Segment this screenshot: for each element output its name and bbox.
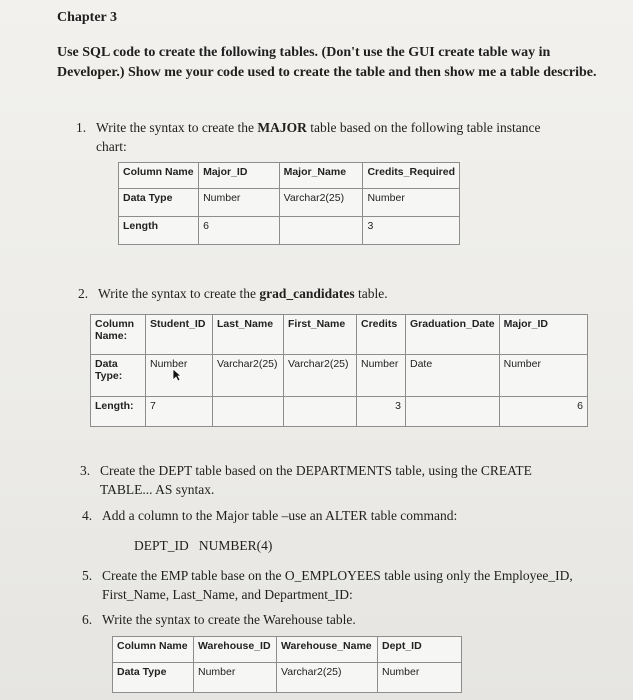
- table-cell: Number: [357, 355, 406, 397]
- table-cell: Warehouse_ID: [194, 637, 277, 663]
- table-cell: [284, 397, 357, 427]
- question-text: Write the syntax to create the: [96, 120, 258, 135]
- question-text: Create the EMP table base on the O_EMPLOYEES table using only the Employee_ID,: [102, 568, 573, 583]
- table-cell: Major_Name: [279, 163, 363, 189]
- question-text: chart:: [96, 139, 127, 154]
- question-text: table.: [354, 286, 388, 301]
- table-cell: Number: [199, 189, 280, 217]
- table-row: [119, 189, 460, 217]
- table-cell: Credits_Required: [363, 163, 460, 189]
- question-number: 5.: [82, 568, 93, 583]
- question-text: Add a column to the Major table –use an ALTER table command:: [102, 508, 458, 523]
- table-cell: Varchar2(25): [284, 355, 357, 397]
- table-row: [91, 397, 588, 427]
- table-row: [119, 163, 460, 189]
- table-cell: First_Name: [284, 315, 357, 355]
- table-cell: Length:: [91, 397, 146, 427]
- table-cell: Column Name: [119, 163, 199, 189]
- table-cell: [406, 397, 500, 427]
- table-cell: Dept_ID: [378, 637, 462, 663]
- question-4: [82, 506, 602, 525]
- question-number: 4.: [82, 508, 93, 523]
- table-cell: Number: [194, 663, 277, 693]
- intro-instructions: Use SQL code to create the following tables. (Don't use the GUI create table way in Developer.) Show me your code used to create the table and then show me a table describe.: [57, 45, 597, 80]
- table-cell: Number: [146, 355, 213, 397]
- question-text: Write the syntax to create the: [98, 286, 260, 301]
- question-number: 3.: [80, 463, 91, 478]
- question-number: 2.: [78, 286, 89, 301]
- question-5: [82, 566, 622, 604]
- table-cell: 6: [199, 217, 280, 245]
- table-cell: Data Type: [119, 189, 199, 217]
- table-cell: 3: [357, 397, 406, 427]
- table-cell: Major_ID: [499, 315, 587, 355]
- question-bold: grad_candidates: [259, 286, 355, 301]
- major-table: [118, 162, 460, 245]
- table-cell: Last_Name: [213, 315, 284, 355]
- table-row: [113, 663, 462, 693]
- table-cell: Varchar2(25): [279, 189, 363, 217]
- question-bold: MAJOR: [257, 120, 307, 135]
- question-number: 1.: [76, 120, 87, 135]
- mouse-cursor-icon: [172, 368, 182, 382]
- question-text: Write the syntax to create the Warehouse table.: [102, 612, 356, 627]
- table-cell: Length: [119, 217, 199, 245]
- table-cell: Number: [363, 189, 460, 217]
- grad-candidates-table: [90, 314, 588, 427]
- table-cell: Major_ID: [199, 163, 280, 189]
- table-row: [113, 637, 462, 663]
- question-text: Create the DEPT table based on the DEPARTMENTS table, using the CREATE: [100, 463, 532, 478]
- chapter-title: Chapter 3: [57, 10, 118, 25]
- question-text: TABLE... AS syntax.: [100, 482, 215, 497]
- table-cell: Data Type:: [91, 355, 146, 397]
- table-cell: Column Name: [113, 637, 194, 663]
- table-cell: [213, 397, 284, 427]
- table-row: [91, 315, 588, 355]
- question-text: table based on the following table instance: [306, 120, 541, 135]
- table-cell: Student_ID: [146, 315, 213, 355]
- table-cell: Credits: [357, 315, 406, 355]
- question-3: [80, 461, 600, 499]
- question-number: 6.: [82, 612, 93, 627]
- table-cell: Number: [499, 355, 587, 397]
- table-cell: Date: [406, 355, 500, 397]
- table-cell: Varchar2(25): [277, 663, 378, 693]
- question-2: [78, 284, 598, 303]
- table-cell: [279, 217, 363, 245]
- warehouse-table: [112, 636, 462, 693]
- table-row: [119, 217, 460, 245]
- question-6: [82, 610, 602, 629]
- table-cell: Graduation_Date: [406, 315, 500, 355]
- table-cell: Column Name:: [91, 315, 146, 355]
- table-cell: 3: [363, 217, 460, 245]
- question-4-code: DEPT_ID NUMBER(4): [134, 538, 273, 553]
- table-cell: Number: [378, 663, 462, 693]
- question-text: First_Name, Last_Name, and Department_ID:: [102, 587, 353, 602]
- question-1: [76, 118, 606, 156]
- table-cell: Warehouse_Name: [277, 637, 378, 663]
- table-cell: 7: [146, 397, 213, 427]
- table-cell: Varchar2(25): [213, 355, 284, 397]
- table-cell: 6: [499, 397, 587, 427]
- table-row: [91, 355, 588, 397]
- table-cell: Data Type: [113, 663, 194, 693]
